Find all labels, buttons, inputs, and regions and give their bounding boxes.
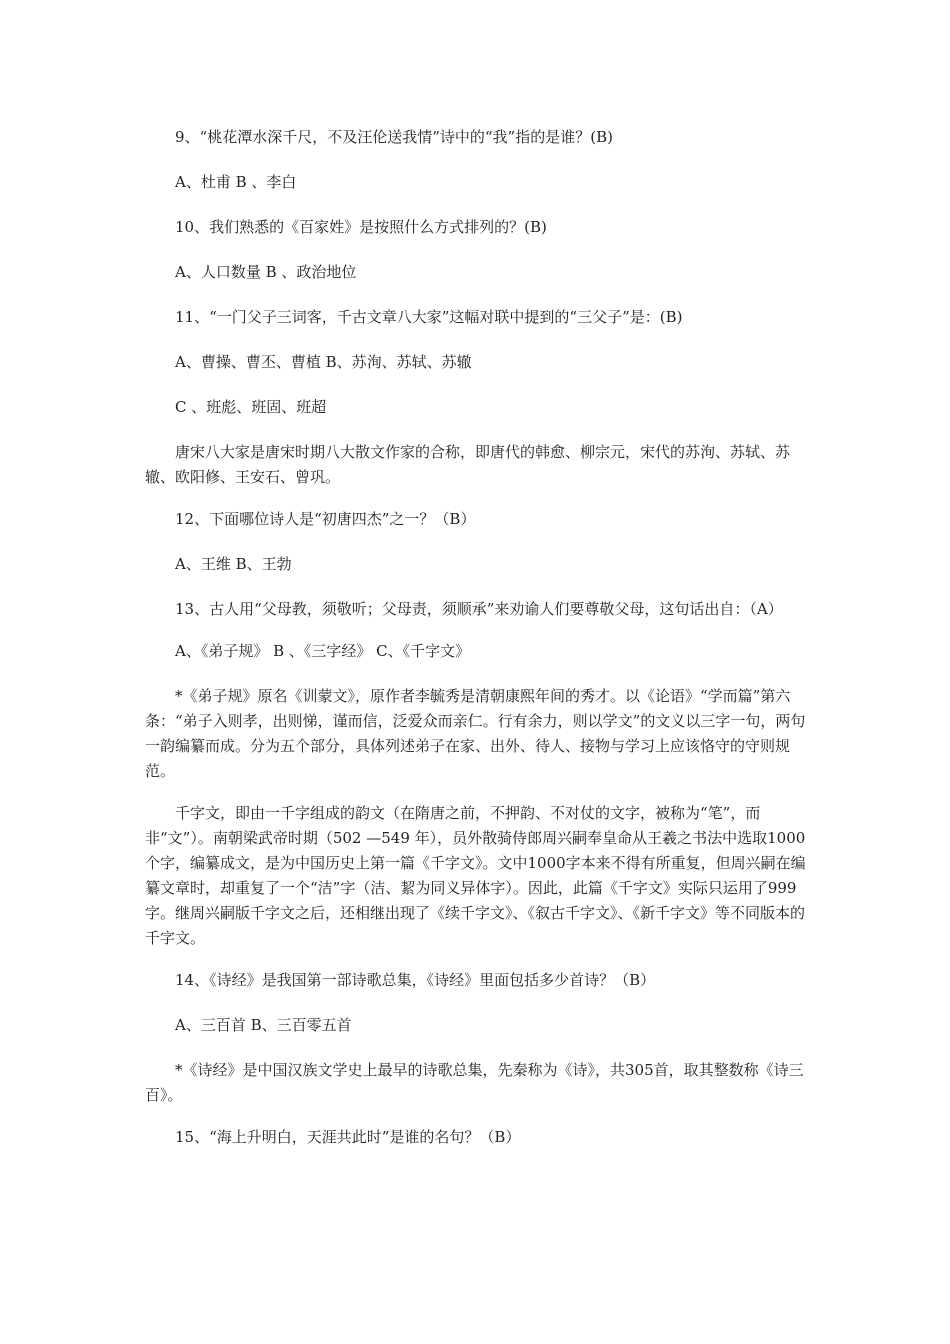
question-14-options: A、三百首 B、三百零五首 bbox=[175, 1016, 352, 1034]
note-qianziwen: 千字文，即由一千字组成的韵文（在隋唐之前，不押韵、不对仗的文字，被称为“笔”，而非“文”）。南朝梁武帝时期（502 —549 年），员外散骑侍郎周兴嗣奉皇命从王羲之书法中选取1000个字，编纂成文，是为中国历史上第一篇《千字文》。文中1000字本来不得有所重复，但周兴嗣在编纂文章时，却重复了一个“洁”字（洁、絜为同义异体字）。因此，此篇《千字文》实际只运用了999字。继周兴嗣版千字文之后，还相继出现了《续千字文》、《叙古千字文》、《新千字文》等不同版本的千字文。 bbox=[145, 804, 806, 947]
question-14: 14、《诗经》是我国第一部诗歌总集，《诗经》里面包括多少首诗？（B） bbox=[175, 971, 656, 989]
question-10: 10、我们熟悉的《百家姓》是按照什么方式排列的？(B) bbox=[175, 218, 547, 236]
question-12-options: A、王维 B、王勃 bbox=[175, 555, 292, 573]
question-9-options: A、杜甫 B 、李白 bbox=[175, 173, 297, 191]
question-11-options-ab: A、曹操、曹丕、曹植 B、苏洵、苏轼、苏辙 bbox=[175, 353, 472, 371]
question-11: 11、“一门父子三词客，千古文章八大家”这幅对联中提到的“三父子”是：(B) bbox=[175, 308, 683, 326]
document-body bbox=[145, 125, 810, 1150]
note-shijing: *《诗经》是中国汉族文学史上最早的诗歌总集，先秦称为《诗》，共305首，取其整数称《诗三百》。 bbox=[145, 1061, 804, 1104]
question-10-options: A、人口数量 B 、政治地位 bbox=[175, 263, 357, 281]
question-13: 13、古人用“父母教，须敬听；父母责，须顺承”来劝谕人们要尊敬父母，这句话出自：（A） bbox=[175, 600, 783, 618]
note-eight-masters: 唐宋八大家是唐宋时期八大散文作家的合称，即唐代的韩愈、柳宗元，宋代的苏洵、苏轼、苏辙、欧阳修、王安石、曾巩。 bbox=[145, 443, 791, 486]
question-9: 9、“桃花潭水深千尺，不及汪伦送我情”诗中的“我”指的是谁？(B) bbox=[175, 128, 613, 146]
question-12: 12、下面哪位诗人是“初唐四杰”之一？（B） bbox=[175, 510, 476, 528]
question-13-options: A、《弟子规》 B 、《三字经》 C、《千字文》 bbox=[175, 642, 471, 660]
note-dizigui: *《弟子规》原名《训蒙文》，原作者李毓秀是清朝康熙年间的秀才。以《论语》“学而篇”第六条：“弟子入则孝，出则悌，谨而信，泛爱众而亲仁。行有余力，则以学文”的文义以三字一句，两句一韵编纂而成。分为五个部分，具体列述弟子在家、出外、待人、接物与学习上应该恪守的守则规范。 bbox=[145, 687, 806, 780]
question-15: 15、“海上升明白，天涯共此时”是谁的名句？（B） bbox=[175, 1128, 521, 1146]
question-11-option-c: C 、班彪、班固、班超 bbox=[175, 398, 327, 416]
